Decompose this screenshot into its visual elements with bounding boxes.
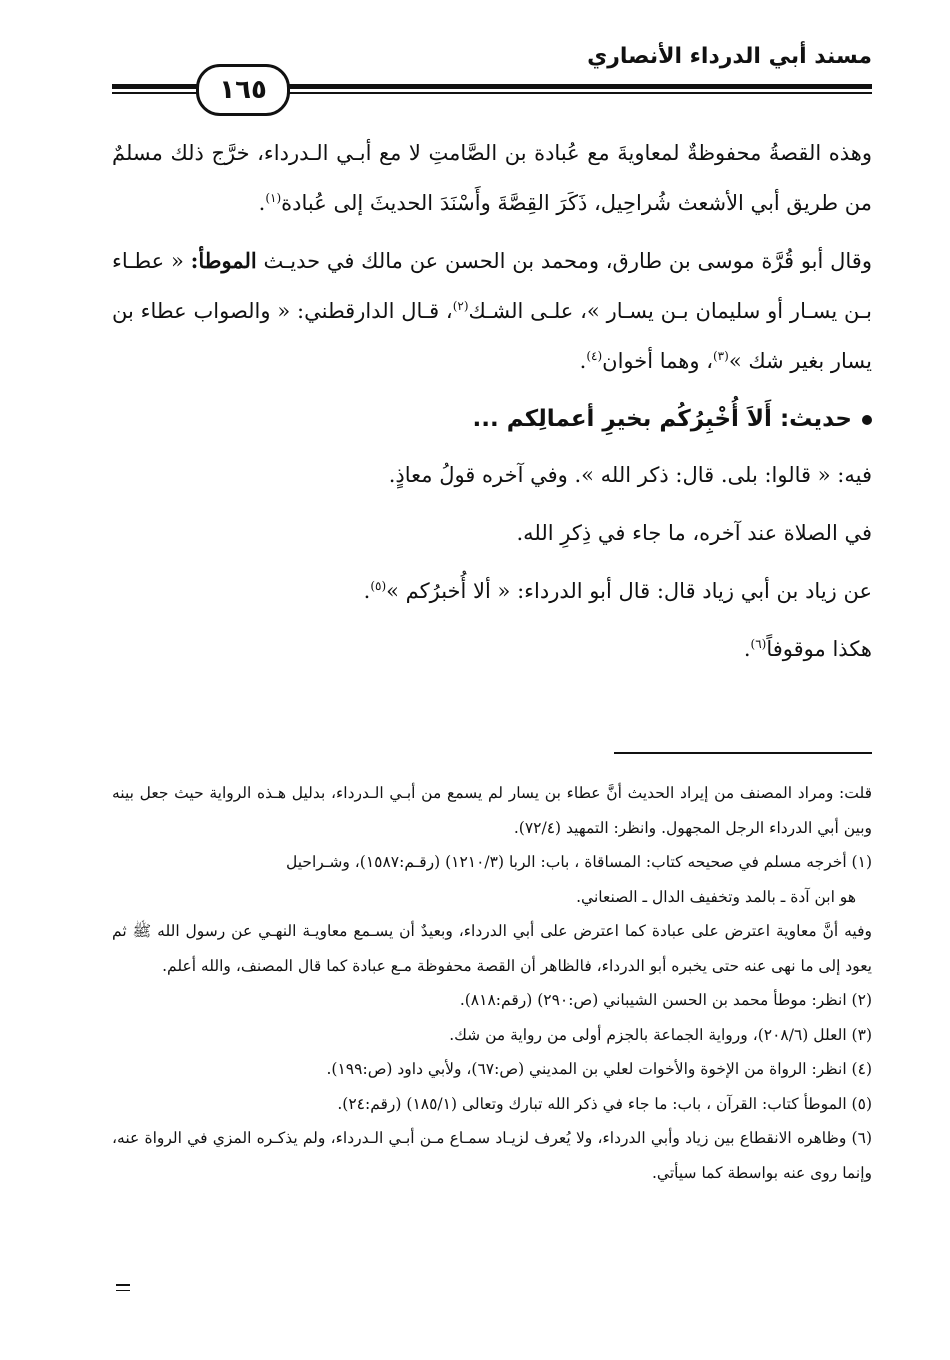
hadith-line-4-end: . — [743, 637, 751, 661]
hadith-text: أَلاَ أُخْبِرُكُم بخيرِ أعمالِكم ... — [472, 406, 772, 432]
paragraph-2 — [112, 236, 872, 386]
footnote-ref-6[interactable]: (٦) — [750, 637, 767, 651]
footnote-3: (٣) العلل (٢٠٨/٦)، ورواية الجماعة بالجزم أولى من رواية من شك. — [449, 1025, 872, 1044]
footnote-5: (٥) الموطأ كتاب: القرآن ، باب: ما جاء في ذكر الله تبارك وتعالى (١٨٥/١) (رقم:٢٤). — [337, 1094, 872, 1113]
page-number-badge — [196, 64, 290, 116]
paragraph-1-end: . — [258, 191, 266, 215]
muwatta-label: الموطأ: — [190, 248, 257, 273]
hadith-heading — [112, 392, 872, 446]
footnote-ref-5[interactable]: (٥) — [370, 579, 387, 593]
hadith-line-3 — [112, 562, 872, 620]
hadith-line-3-end: . — [363, 579, 371, 603]
hadith-label: حديث: — [779, 406, 852, 432]
footnote-1-comment: وفيه أنَّ معاوية اعترض على عبادة كما اعترض على أبي الدرداء، وبعيدٌ أن يسـمع معاويـة النهـي عن رسول الله ﷺ ثم يعود إلى ما نهى عنه حتى يخبره أبو الدرداء، فالظاهر أن القصة محفوظة مـع عبادة كما قال المصنف، والله أعلم. — [112, 922, 872, 975]
paragraph-2-text-e: ، وهما أخوان — [602, 349, 713, 373]
running-header-title: مسند أبي الدرداء الأنصاري — [587, 44, 872, 69]
footnote-1-line-2: هو ابن آدة ـ بالمد وتخفيف الدال ـ الصنعاني. — [576, 887, 856, 906]
paragraph-1-text: وهذه القصةُ محفوظةٌ لمعاويةَ مع عُبادة بن الصَّامتِ لا مع أبـي الـدرداء، خرَّج ذلك مسلمٌ من طريق أبي الأشعث شُراحِيل، ذَكَرَ القِصَّةَ وأَسْنَدَ الحديثَ إلى عُبادة — [112, 141, 872, 215]
footnote-6: (٦) وظاهره الانقطاع بين زياد وأبي الدرداء، ولا يُعرف لزيـاد سمـاع مـن أبـي الـدرداء، ولم يذكـره المزي في الرواة عنه، وإنما روى عنه بواسطة كما سيأتي. — [112, 1129, 872, 1182]
hadith-line-2: في الصلاة عند آخره، ما جاء في ذِكرِ الله. — [516, 521, 872, 545]
footnote-4: (٤) انظر: الرواة من الإخوة والأخوات لعلي بن المديني (ص:٦٧)، ولأبي داود (ص:١٩٩). — [326, 1060, 872, 1078]
paragraph-2-end: . — [579, 349, 587, 373]
bullet-icon — [862, 415, 872, 425]
hadith-line-4-text: هكذا موقوفاً — [766, 637, 872, 661]
hadith-line-1: فيه: « قالوا: بلى. قال: ذكر الله ». وفي آخره قولُ معاذٍ. — [388, 463, 872, 487]
footnotes — [112, 776, 872, 1190]
footnote-separator — [614, 752, 872, 754]
footnote-2: (٢) انظر: موطأ محمد بن الحسن الشيباني (ص:٢٩٠) (رقم:٨١٨). — [459, 991, 872, 1009]
continuation-mark-icon — [116, 1284, 130, 1295]
hadith-line-4 — [112, 620, 872, 678]
page-number: ١٦٥ — [219, 75, 267, 105]
hadith-line-3-text: عن زياد بن أبي زياد قال: قال أبو الدرداء: « ألا أُخبرُكم » — [386, 579, 872, 603]
paragraph-2-text-d: ، قـال الدارقطني: « والصواب عطاء بن يسار بغير شك » — [112, 299, 872, 373]
paragraph-2-text-c: « عطـاء بـن يسـار أو سليمان بـن يسـار »، علـى الشـك — [112, 249, 872, 323]
footnote-ref-2[interactable]: (٢) — [452, 299, 469, 313]
main-text — [112, 128, 872, 678]
footnote-ref-4[interactable]: (٤) — [586, 349, 603, 363]
paragraph-1 — [112, 128, 872, 228]
footnote-continuation: قلت: ومراد المصنف من إيراد الحديث أنَّ عطاء بن يسار لم يسمع من أبـي الـدرداء، بدليل هـذه الرواية حيث جعل بينه وبين أبي الدرداء الرجل المجهول. وانظر: التمهيد (٧٢/٤). — [112, 784, 872, 837]
paragraph-2-text-a: وقال أبو قُرَّة موسى بن طارق، ومحمد بن الحسن عن مالك في حديـث — [263, 249, 872, 273]
footnote-1: (١) أخرجه مسلم في صحيحه كتاب: المساقاة ، باب: الربا (١٢١٠/٣) (رقـم:١٥٨٧)، وشـراحيل — [285, 853, 872, 871]
footnote-ref-3[interactable]: (٣) — [712, 349, 729, 363]
footnote-ref-1[interactable]: (١) — [265, 191, 282, 205]
